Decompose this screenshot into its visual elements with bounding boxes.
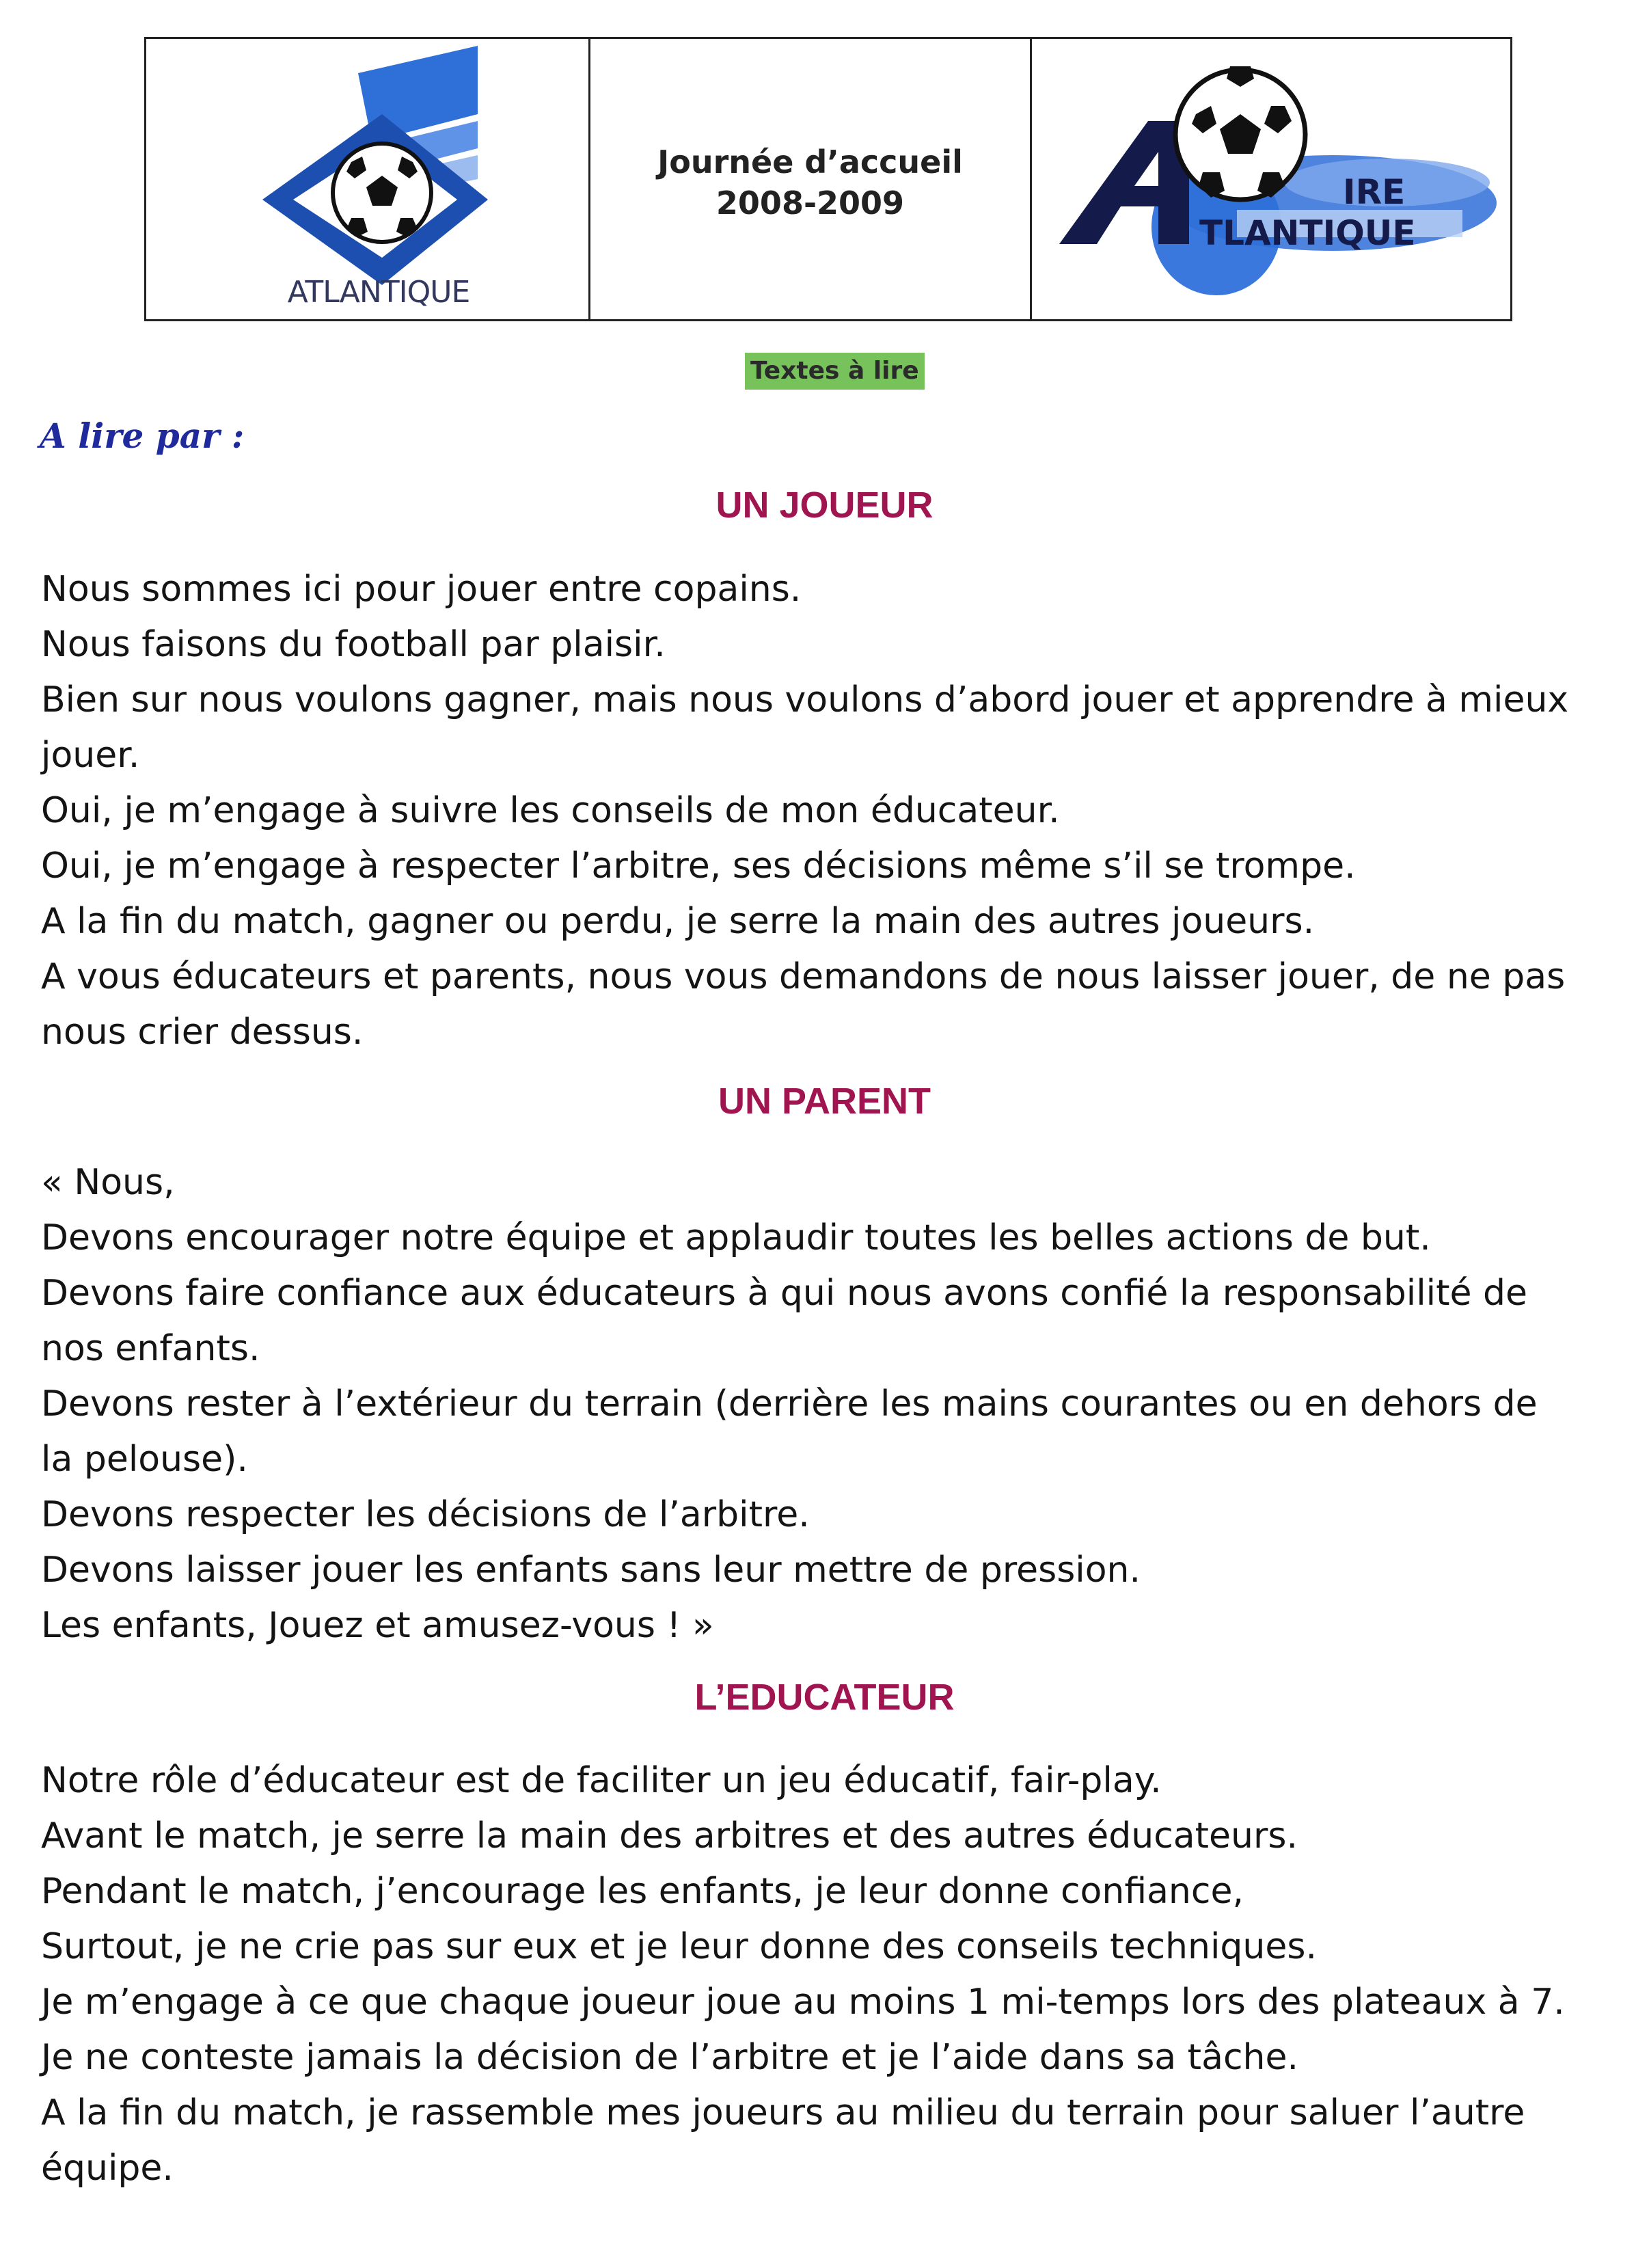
aire-atlantique-logo [1032,39,1510,319]
section-heading-educator: L’EDUCATEUR [694,1677,955,1718]
text-line: Je m’engage à ce que chaque joueur joue au moins 1 mi-temps lors des plateaux à 7. [41,1982,1565,2023]
text-line: nos enfants. [41,1328,260,1369]
text-line: A la fin du match, gagner ou perdu, je serre la main des autres joueurs. [41,901,1315,942]
text-line: Oui, je m’engage à suivre les conseils de mon éducateur. [41,790,1060,831]
text-line: Devons encourager notre équipe et applaudir toutes les belles actions de but. [41,1217,1431,1258]
section-text-player [41,562,1633,1060]
document-title [590,141,1030,224]
text-line: « Nous, [41,1162,175,1203]
text-line: A vous éducateurs et parents, nous vous demandons de nous laisser jouer, de ne pas [41,956,1566,997]
text-line: A la fin du match, je rassemble mes joueurs au milieu du terrain pour saluer l’autre [41,2092,1525,2133]
left-logo-caption: ATLANTIQUE [287,275,470,310]
text-line: la pelouse). [41,1439,248,1480]
soccer-ball-icon [333,144,431,242]
text-line: Surtout, je ne crie pas sur eux et je leur donne des conseils techniques. [41,1926,1317,1967]
header-table [144,37,1512,321]
text-line: Nous sommes ici pour jouer entre copains. [41,569,802,610]
section-text-educator [41,1753,1633,2196]
title-line-1: Journée d’accueil [657,144,963,180]
text-line: Bien sur nous voulons gagner, mais nous voulons d’abord jouer et apprendre à mieux [41,679,1569,720]
text-line: Nous faisons du football par plaisir. [41,624,666,665]
right-logo-cell [1030,39,1510,319]
text-line: Devons rester à l’extérieur du terrain (derrière les mains courantes ou en dehors de [41,1383,1538,1425]
text-line: jouer. [41,735,140,776]
section-heading-player: UN JOUEUR [716,485,933,526]
text-line: Je ne conteste jamais la décision de l’arbitre et je l’aide dans sa tâche. [41,2037,1299,2078]
text-line: équipe. [41,2148,174,2189]
right-logo-word-ire: IRE [1343,172,1406,212]
soccer-ball-icon [1175,66,1305,200]
read-by-label: A lire par : [40,416,245,456]
text-line: Devons respecter les décisions de l’arbitre. [41,1494,810,1535]
text-line: nous crier dessus. [41,1012,364,1053]
section-text-parent [41,1155,1633,1653]
text-line: Les enfants, Jouez et amusez-vous ! » [41,1605,714,1646]
section-heading-parent: UN PARENT [718,1081,931,1122]
text-line: Pendant le match, j’encourage les enfants, je leur donne confiance, [41,1871,1244,1912]
text-line: Devons faire confiance aux éducateurs à qui nous avons confié la responsabilité de [41,1273,1528,1314]
text-line: Notre rôle d’éducateur est de faciliter un jeu éducatif, fair-play. [41,1760,1162,1801]
left-logo-cell [146,39,588,319]
texts-to-read-badge: Textes à lire [745,353,925,390]
text-line: Devons laisser jouer les enfants sans leur mettre de pression. [41,1550,1141,1591]
right-logo-word-tlantique: TLANTIQUE [1199,213,1416,253]
title-line-2: 2008-2009 [716,185,905,221]
text-line: Avant le match, je serre la main des arbitres et des autres éducateurs. [41,1815,1298,1857]
text-line: Oui, je m’engage à respecter l’arbitre, ses décisions même s’il se trompe. [41,846,1356,887]
title-cell [588,39,1030,319]
